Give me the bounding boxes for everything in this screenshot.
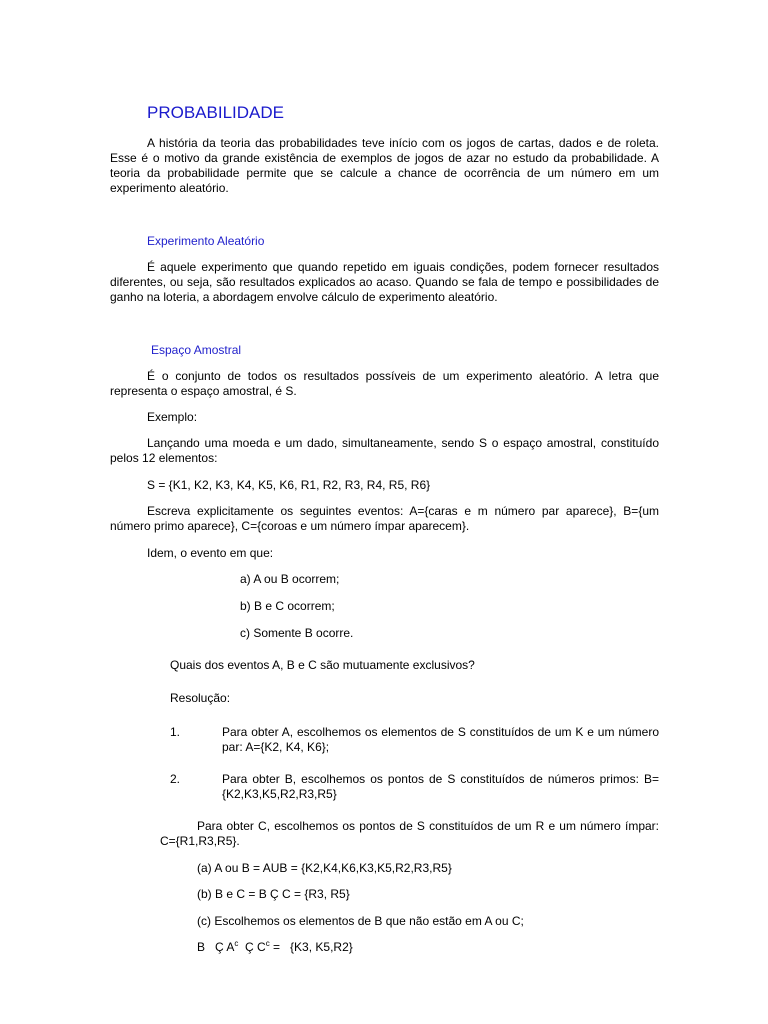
final-mid: Ç C <box>238 940 266 954</box>
page-title: PROBABILIDADE <box>147 103 284 122</box>
sample-space-set: S = {K1, K2, K3, K4, K5, K6, R1, R2, R3, R4, R5, R6} <box>147 478 431 492</box>
list-item: a) A ou B ocorrem; <box>240 572 340 586</box>
step-text: Para obter A, escolhemos os elementos de S constituídos de um K e um número par: A={K2, K4, K6}; <box>222 725 659 754</box>
step-text: Para obter B, escolhemos os pontos de S constituídos de números primos: B={K2,K3,K5,R2,R3,R5} <box>222 772 659 801</box>
complement-superscript: c <box>265 939 270 948</box>
idem-line: Idem, o evento em que: <box>147 546 274 560</box>
example-label: Exemplo: <box>147 410 198 424</box>
instruction-paragraph: Escreva explicitamente os seguintes eventos: A={caras e m número par aparece}, B={um número primo aparece}, C={coroas e um número ímpar aparecem}. <box>110 504 659 533</box>
question-line: Quais dos eventos A, B e C são mutuamente exclusivos? <box>170 658 475 672</box>
final-set-expression <box>197 940 353 955</box>
section-heading-espaco-amostral: Espaço Amostral <box>151 343 242 357</box>
complement-superscript: c <box>234 939 239 948</box>
espaco-amostral-paragraph: É o conjunto de todos os resultados possíveis de um experimento aleatório. A letra que representa o espaço amostral, é S. <box>110 369 659 398</box>
example-paragraph: Lançando uma moeda e um dado, simultaneamente, sendo S o espaço amostral, constituído pelos 12 elementos: <box>110 436 659 465</box>
list-item: c) Somente B ocorre. <box>240 626 354 640</box>
final-prefix: B Ç A <box>197 940 235 954</box>
resolution-label: Resolução: <box>170 691 231 705</box>
experimento-paragraph: É aquele experimento que quando repetido em iguais condições, podem fornecer resultados diferentes, ou seja, são resultados explicados ao acaso. Quando se fala de tempo e possibilidades de ganho na loteria, a abordagem envolve cálculo de experimento aleatório. <box>110 260 659 304</box>
step-number: 2. <box>170 772 181 786</box>
section-heading-experimento: Experimento Aleatório <box>147 234 265 248</box>
answer-a: (a) A ou B = AUB = {K2,K4,K6,K3,K5,R2,R3,R5} <box>197 861 452 875</box>
intro-paragraph: A história da teoria das probabilidades teve início com os jogos de cartas, dados e de roleta. Esse é o motivo da grande existência de exemplos de jogos de azar no estudo da probabilidade. A teoria da probabilidade permite que se calcule a chance de ocorrência de um número em um experimento aleatório. <box>110 136 659 195</box>
list-item: b) B e C ocorrem; <box>240 599 335 613</box>
answer-b: (b) B e C = B Ç C = {R3, R5} <box>197 887 350 901</box>
answer-c: (c) Escolhemos os elementos de B que não estão em A ou C; <box>197 914 524 928</box>
step3-paragraph: Para obter C, escolhemos os pontos de S constituídos de um R e um número ímpar: C={R1,R3,R5}. <box>160 819 659 848</box>
final-suffix: = {K3, K5,R2} <box>269 940 353 954</box>
step-number: 1. <box>170 725 181 739</box>
